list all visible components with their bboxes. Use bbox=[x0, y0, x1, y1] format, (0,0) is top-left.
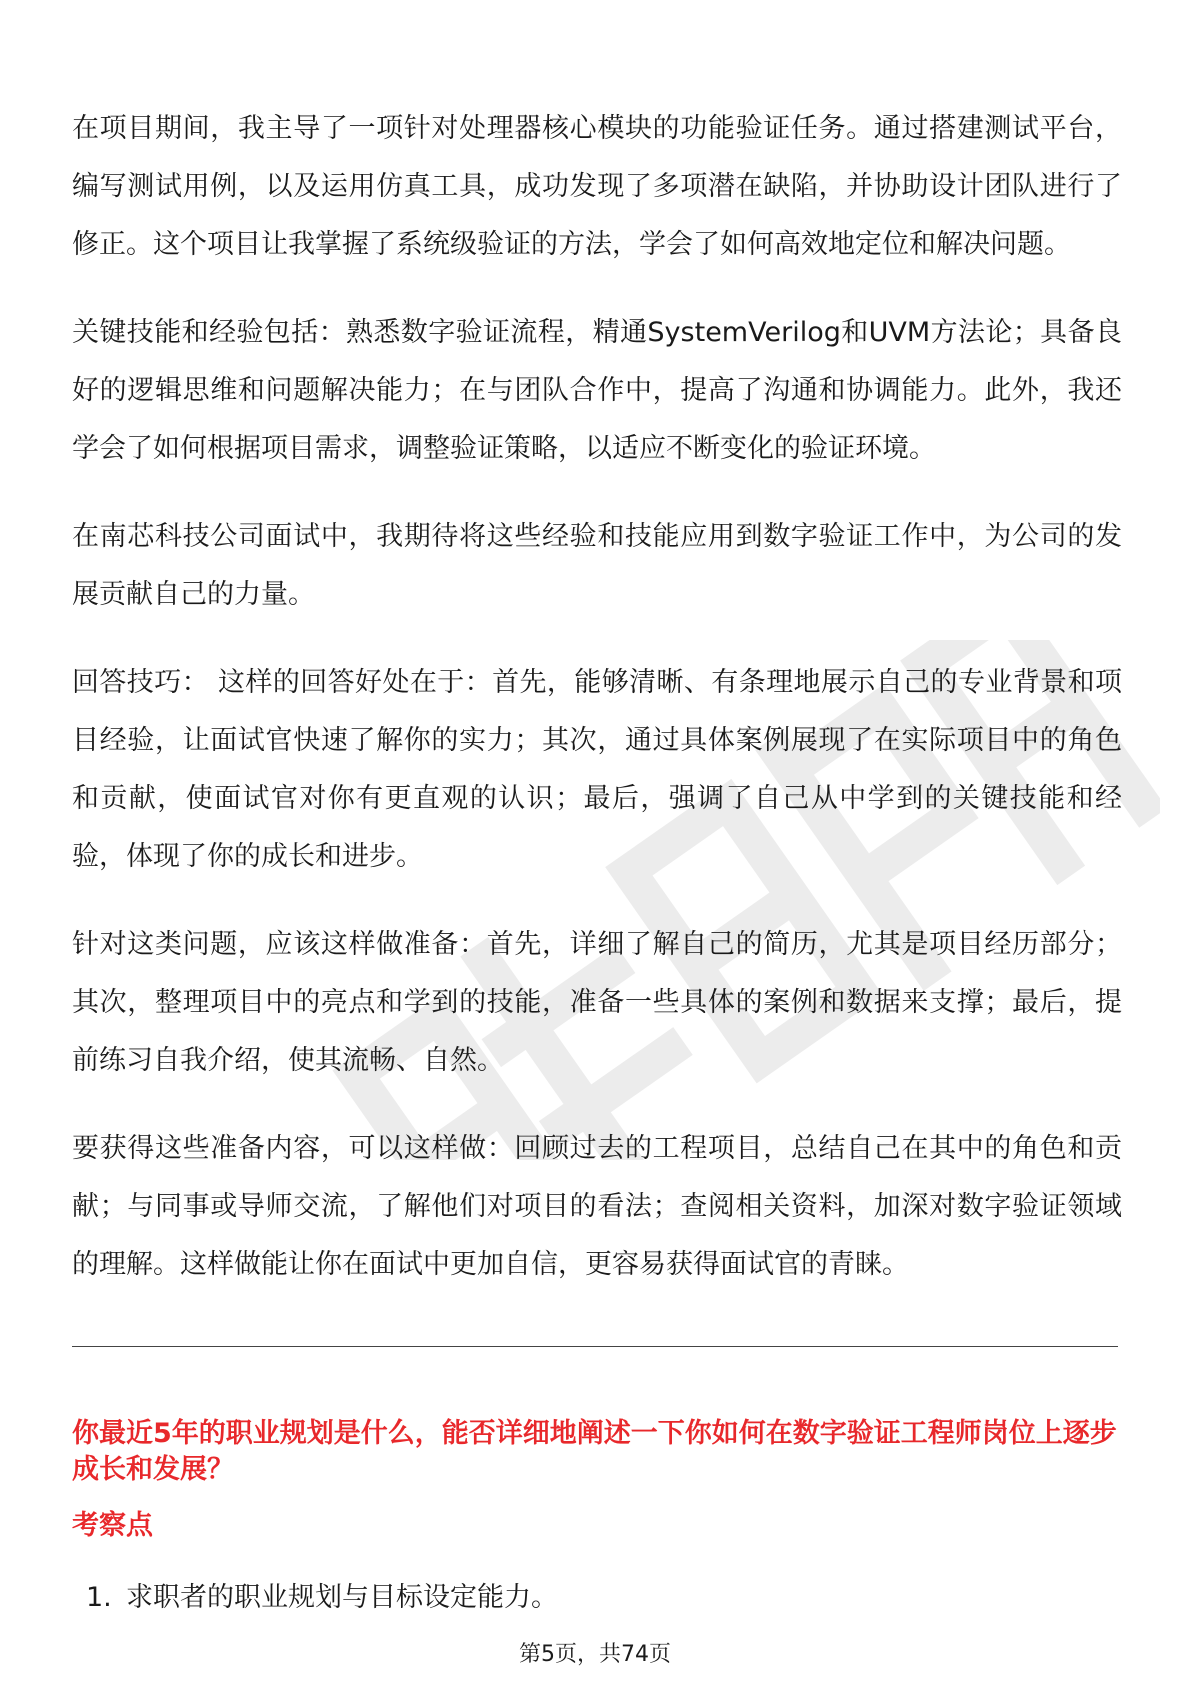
list-item-text: 求职者的职业规划与目标设定能力。 bbox=[126, 1582, 558, 1613]
list-item bbox=[86, 1580, 558, 1616]
paragraph-project-experience: 在项目期间，我主导了一项针对处理器核心模块的功能验证任务。通过搭建测试平台，编写测试用例，以及运用仿真工具，成功发现了多项潜在缺陷，并协助设计团队进行了修正。这个项目让我掌握了系统级验证的方法，学会了如何高效地定位和解决问题。 bbox=[72, 113, 1122, 260]
page-number-footer: 第5页，共74页 bbox=[519, 1642, 671, 1667]
evaluation-points-heading: 考察点 bbox=[72, 1510, 153, 1541]
main-content bbox=[72, 100, 1122, 1324]
question-heading: 你最近5年的职业规划是什么，能否详细地阐述一下你如何在数字验证工程师岗位上逐步成长和发展？ bbox=[72, 1418, 1117, 1485]
paragraph-key-skills: 关键技能和经验包括：熟悉数字验证流程，精通SystemVerilog和UVM方法论；具备良好的逻辑思维和问题解决能力；在与团队合作中，提高了沟通和协调能力。此外，我还学会了如何根据项目需求，调整验证策略，以适应不断变化的验证环境。 bbox=[72, 317, 1122, 464]
list-item-number: 1. bbox=[86, 1582, 112, 1613]
paragraph-answer-tips: 回答技巧： 这样的回答好处在于：首先，能够清晰、有条理地展示自己的专业背景和项目经验，让面试官快速了解你的实力；其次，通过具体案例展现了在实际项目中的角色和贡献，使面试官对你有更直观的认识；最后，强调了自己从中学到的关键技能和经验，体现了你的成长和进步。 bbox=[72, 667, 1122, 872]
paragraph-preparation: 针对这类问题，应该这样做准备：首先，详细了解自己的简历，尤其是项目经历部分；其次，整理项目中的亮点和学到的技能，准备一些具体的案例和数据来支撑；最后，提前练习自我介绍，使其流畅、自然。 bbox=[72, 929, 1122, 1076]
section-divider bbox=[72, 1346, 1118, 1347]
paragraph-interview-expectation: 在南芯科技公司面试中，我期待将这些经验和技能应用到数字验证工作中，为公司的发展贡献自己的力量。 bbox=[72, 521, 1122, 610]
paragraph-how-to-obtain: 要获得这些准备内容，可以这样做：回顾过去的工程项目，总结自己在其中的角色和贡献；与同事或导师交流，了解他们对项目的看法；查阅相关资料，加深对数字验证领域的理解。这样做能让你在面试中更加自信，更容易获得面试官的青睐。 bbox=[72, 1133, 1122, 1280]
